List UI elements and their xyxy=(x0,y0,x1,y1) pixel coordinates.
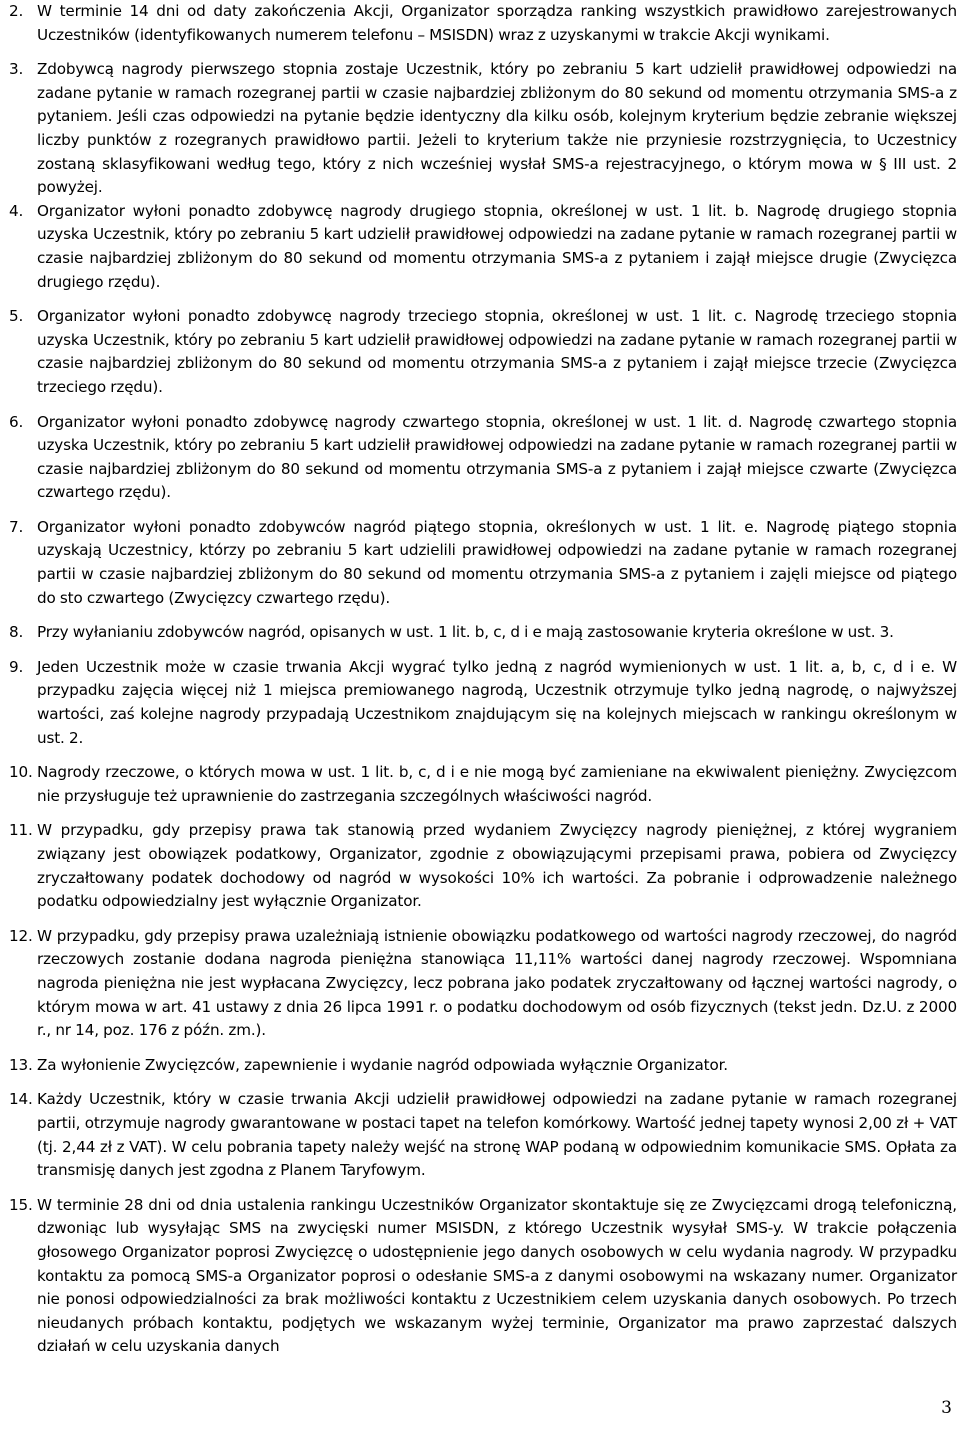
item-text: W przypadku, gdy przepisy prawa uzależniają istnienie obowiązku podatkowego od wartości nagrody rzeczowej, do nagród rzeczowych zostanie dodana nagroda pieniężna stanowiąca 11,11% wartości danej nagrody rzeczowej. Wspomniana nagroda pieniężna nie jest wypłacana Zwycięzcy, lecz pobrana jako podatek zryczałtowany od łącznej wartości nagrody, o którym mowa w art. 41 ustawy z dnia 26 lipca 1991 r. o podatku dochodowym od osób fizycznych (tekst jedn. Dz.U. z 2000 r., nr 14, poz. 176 z późn. zm.). xyxy=(37,926,957,1040)
list-item xyxy=(9,516,957,610)
item-number: 9. xyxy=(9,657,24,676)
item-text: Organizator wyłoni ponadto zdobywców nagród piątego stopnia, określonych w ust. 1 lit. e. Nagrodę piątego stopnia uzyskają Uczestnicy, którzy po zebraniu 5 kart udzielili prawidłowej odpowiedzi na zadane pytanie w ramach rozegranej partii w czasie najbardziej zbliżonym do 80 sekund od momentu otrzymania SMS-a z pytaniem i zajęli miejsce od piątego do sto czwartego (Zwycięzcy czwartego rzędu). xyxy=(37,517,957,607)
item-text: Jeden Uczestnik może w czasie trwania Akcji wygrać tylko jedną z nagród wymienionych w ust. 1 lit. a, b, c, d i e. W przypadku zajęcia więcej niż 1 miejsca premiowanego nagrodą, Uczestnik otrzymuje tylko jedną nagrodę, o najwyższej wartości, zaś kolejne nagrody przypadają Uczestnikom znajdującym się na kolejnych miejscach w rankingu określonym w ust. 2. xyxy=(37,657,957,747)
item-text: Nagrody rzeczowe, o których mowa w ust. 1 lit. b, c, d i e nie mogą być zamieniane na ekwiwalent pieniężny. Zwycięzcom nie przysługuje też uprawnienie do zastrzegania szczególnych właściwości nagród. xyxy=(37,763,957,805)
item-text: Każdy Uczestnik, który w czasie trwania Akcji udzielił prawidłowej odpowiedzi na zadane pytanie w ramach rozegranej partii, otrzymuje nagrody gwarantowane w postaci tapet na telefon komórkowy. Wartość jednej tapety wynosi 2,00 zł + VAT (tj. 2,44 zł z VAT). W celu pobrania tapety należy wejść na stronę WAP podaną w odpowiednim komunikacie SMS. Opłata za transmisję danych jest zgodna z Planem Taryfowym. xyxy=(37,1090,957,1180)
list-item xyxy=(9,305,957,399)
list-item xyxy=(9,411,957,505)
item-number: 5. xyxy=(9,307,24,326)
item-number: 3. xyxy=(9,60,24,79)
list-item xyxy=(9,58,957,200)
list-item xyxy=(9,621,957,645)
page-number: 3 xyxy=(941,1398,952,1418)
document-body xyxy=(9,0,957,1359)
list-item xyxy=(9,819,957,913)
item-number: 13. xyxy=(9,1055,33,1074)
list-item xyxy=(9,0,957,47)
item-text: Organizator wyłoni ponadto zdobywcę nagrody trzeciego stopnia, określonej w ust. 1 lit. c. Nagrodę trzeciego stopnia uzyska Uczestnik, który po zebraniu 5 kart udzielił prawidłowej odpowiedzi na zadane pytanie w ramach rozegranej partii w czasie najbardziej zbliżonym do 80 sekund od momentu otrzymania SMS-a z pytaniem i zajął miejsce trzecie (Zwycięzca trzeciego rzędu). xyxy=(37,307,957,396)
item-text: Za wyłonienie Zwycięzców, zapewnienie i wydanie nagród odpowiada wyłącznie Organizator. xyxy=(37,1055,728,1074)
item-number: 2. xyxy=(9,2,24,20)
item-text: Zdobywcą nagrody pierwszego stopnia zostaje Uczestnik, który po zebraniu 5 kart udzielił prawidłowej odpowiedzi na zadane pytanie w ramach rozegranej partii w czasie najbardziej zbliżonym do 80 sekund od momentu otrzymania SMS-a z pytaniem. Jeśli czas odpowiedzi na pytanie będzie identyczny dla kilku osób, kolejnym kryterium będzie zebranie większej liczby punktów z rozegranych prawidłowo partii. Jeżeli to kryterium także nie przyniesie rozstrzygnięcia, to Uczestnicy zostaną sklasyfikowani według tego, który z nich wcześniej wysłał SMS-a rejestracyjnego, o którym mowa w § III ust. 2 powyżej. xyxy=(37,60,957,197)
list-item xyxy=(9,200,957,294)
item-number: 15. xyxy=(9,1195,33,1214)
item-text: W terminie 14 dni od daty zakończenia Akcji, Organizator sporządza ranking wszystkich prawidłowo zarejestrowanych Uczestników (identyfikowanych numerem telefonu – MSISDN) wraz z uzyskanymi w trakcie Akcji wynikami. xyxy=(37,2,957,44)
list-item xyxy=(9,1194,957,1359)
item-text: Organizator wyłoni ponadto zdobywcę nagrody czwartego stopnia, określonej w ust. 1 lit. d. Nagrodę czwartego stopnia uzyska Uczestnik, który po zebraniu 5 kart udzielił prawidłowej odpowiedzi na zadane pytanie w ramach rozegranej partii w czasie najbardziej zbliżonym do 80 sekund od momentu otrzymania SMS-a z pytaniem i zajął miejsce czwarte (Zwycięzca czwartego rzędu). xyxy=(37,412,957,502)
item-number: 6. xyxy=(9,412,24,431)
item-number: 11. xyxy=(9,821,33,840)
item-number: 14. xyxy=(9,1090,33,1109)
item-number: 4. xyxy=(9,201,24,220)
list-item xyxy=(9,1088,957,1182)
item-number: 7. xyxy=(9,517,24,536)
list-item xyxy=(9,761,957,808)
list-item xyxy=(9,925,957,1043)
item-text: Przy wyłanianiu zdobywców nagród, opisanych w ust. 1 lit. b, c, d i e mają zastosowanie kryteria określone w ust. 3. xyxy=(37,623,894,642)
list-item xyxy=(9,1054,957,1078)
item-number: 10. xyxy=(9,763,33,782)
item-text: W terminie 28 dni od dnia ustalenia rankingu Uczestników Organizator skontaktuje się ze Zwycięzcami drogą telefoniczną, dzwoniąc lub wysyłając SMS na zwycięski numer MSISDN, z którego Uczestnik wysyłał SMS-y. W trakcie połączenia głosowego Organizator poprosi Zwycięzcę o udostępnienie jego danych osobowych w celu wydania nagrody. W przypadku kontaktu za pomocą SMS-a Organizator poprosi o odesłanie SMS-a z danymi osobowymi na wskazany numer. Organizator nie ponosi odpowiedzialności za brak możliwości kontaktu z Uczestnikiem celem uzyskania danych osobowych. Po trzech nieudanych próbach kontaktu, podjętych we wskazanym wyżej terminie, Organizator ma prawo zaprzestać dalszych działań w celu uzyskania danych xyxy=(37,1195,957,1356)
item-number: 12. xyxy=(9,926,33,945)
list-item xyxy=(9,656,957,750)
item-number: 8. xyxy=(9,623,24,642)
item-text: Organizator wyłoni ponadto zdobywcę nagrody drugiego stopnia, określonej w ust. 1 lit. b. Nagrodę drugiego stopnia uzyska Uczestnik, który po zebraniu 5 kart udzielił prawidłowej odpowiedzi na zadane pytanie w ramach rozegranej partii w czasie najbardziej zbliżonym do 80 sekund od momentu otrzymania SMS-a z pytaniem i zajął miejsce drugie (Zwycięzca drugiego rzędu). xyxy=(37,201,957,291)
item-text: W przypadku, gdy przepisy prawa tak stanowią przed wydaniem Zwycięzcy nagrody pieniężnej, z której wygraniem związany jest obowiązek podatkowy, Organizator, zgodnie z obowiązującymi przepisami prawa, pobiera od Zwycięzcy zryczałtowany podatek dochodowy od nagród w wysokości 10% ich wartości. Za pobranie i odprowadzenie należnego podatku odpowiedzialny jest wyłącznie Organizator. xyxy=(37,821,957,911)
